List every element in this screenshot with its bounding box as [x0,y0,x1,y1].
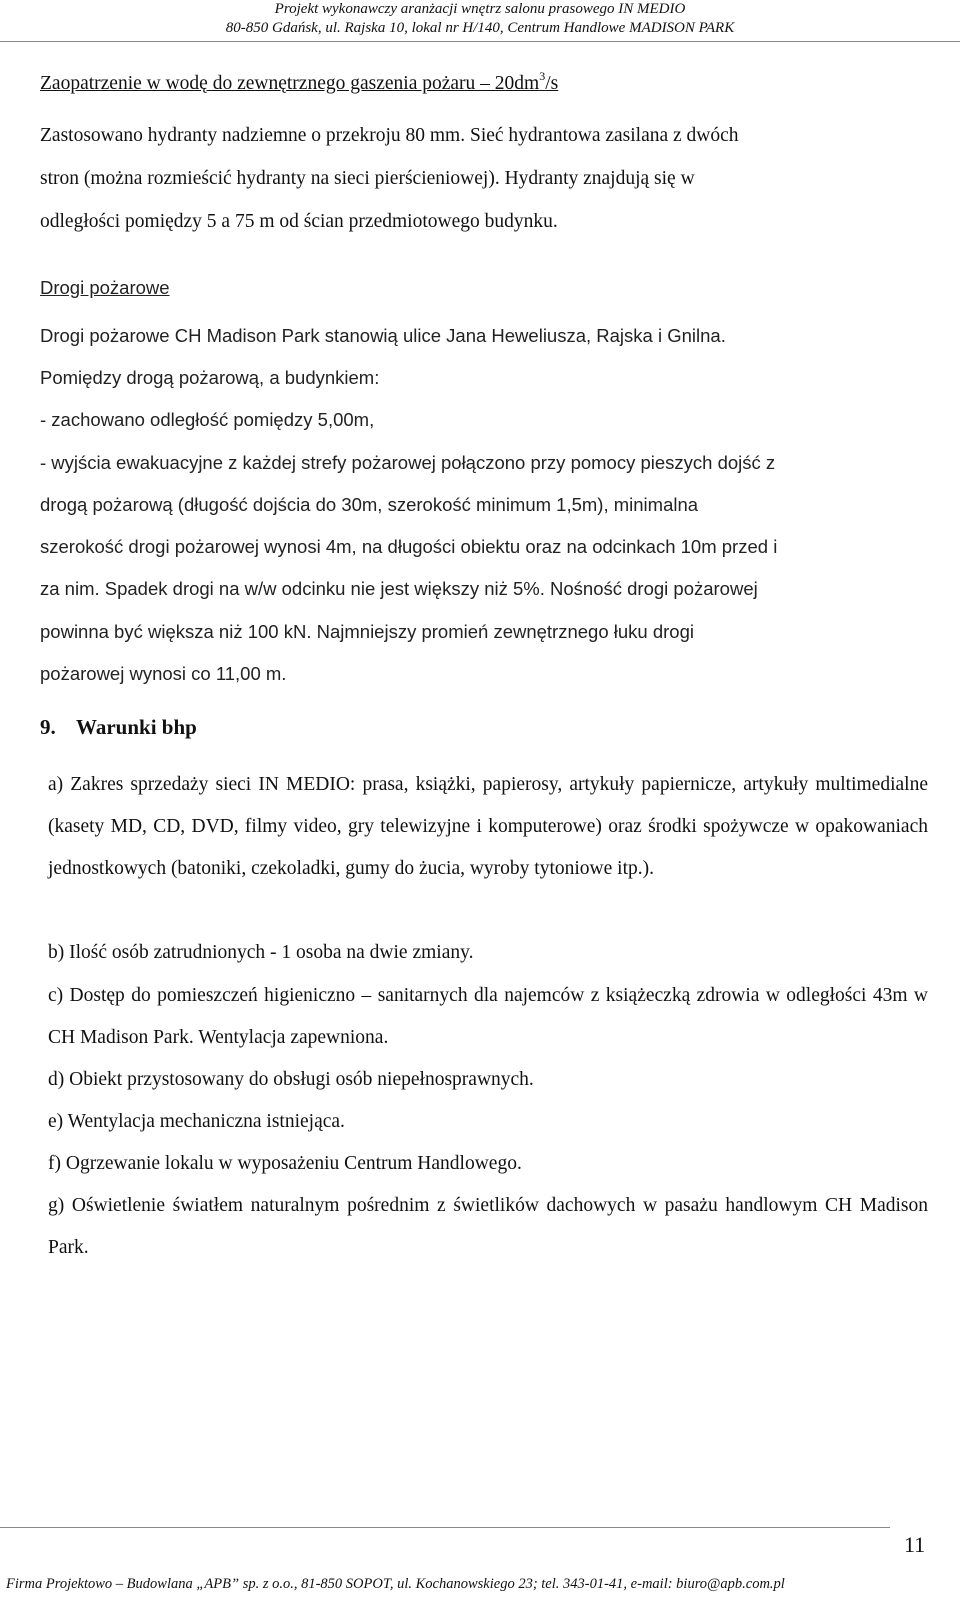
roads-line: pożarowej wynosi co 11,00 m. [40,663,287,684]
water-heading-unit: /s [545,73,559,94]
roads-line: - wyjścia ewakuacyjne z każdej strefy pożarowej połączono przy pomocy pieszych dojść z [40,452,776,473]
bhp-item-d: d) Obiekt przystosowany do obsługi osób niepełnosprawnych. [48,1069,534,1090]
header-project-line: Projekt wykonawczy aranżacji wnętrz salonu prasowego IN MEDIO [274,1,686,17]
bhp-item-g: g) Oświetlenie światłem naturalnym pośrednim z świetlików dachowych w pasażu handlowym CH Madison Park. [48,1195,928,1258]
roads-line: szerokość drogi pożarowej wynosi 4m, na długości obiektu oraz na odcinkach 10m przed i [40,536,778,557]
section-number: 9. [40,715,56,739]
water-line-3: odległości pomiędzy 5 a 75 m od ścian przedmiotowego budynku. [40,211,558,232]
section-9-heading [40,715,197,740]
section-title: Warunki bhp [76,715,197,739]
water-heading-text: Zaopatrzenie w wodę do zewnętrznego gaszenia pożaru – 20dm [40,73,540,94]
roads-line: Pomiędzy drogą pożarową, a budynkiem: [40,367,380,388]
roads-line: drogą pożarową (długość dojścia do 30m, szerokość minimum 1,5m), minimalna [40,494,699,515]
roads-line: Drogi pożarowe CH Madison Park stanowią ulice Jana Heweliusza, Rajska i Gnilna. [40,325,726,346]
footer-divider [0,1527,890,1528]
page-header [0,0,960,38]
water-line-1: Zastosowano hydranty nadziemne o przekroju 80 mm. Sieć hydrantowa zasilana z dwóch [40,125,739,146]
page-number: 11 [904,1532,926,1557]
header-address-line: 80-850 Gdańsk, ul. Rajska 10, lokal nr H/140, Centrum Handlowe MADISON PARK [225,20,735,36]
footer-company: Firma Projektowo – Budowlana „APB” sp. z o.o., 81-850 SOPOT, ul. Kochanowskiego 23; tel. 343-01-41, e-mail: biuro@apb.com.pl [6,1576,785,1592]
roads-line: - zachowano odległość pomiędzy 5,00m, [40,409,375,430]
bhp-item-e: e) Wentylacja mechaniczna istniejąca. [48,1111,345,1132]
water-line-2: stron (można rozmieścić hydranty na sieci pierścieniowej). Hydranty znajdują się w [40,168,695,189]
bhp-item-b: b) Ilość osób zatrudnionych - 1 osoba na dwie zmiany. [48,942,474,963]
bhp-item-c: c) Dostęp do pomieszczeń higieniczno – sanitarnych dla najemców z książeczką zdrowia w odległości 43m w CH Madison Park. Wentylacja zapewniona. [48,985,928,1048]
water-heading-superscript: 3 [539,69,546,83]
bhp-item-f: f) Ogrzewanie lokalu w wyposażeniu Centrum Handlowego. [48,1153,522,1174]
roads-line: za nim. Spadek drogi na w/w odcinku nie jest większy niż 5%. Nośność drogi pożarowej [40,578,758,599]
header-divider [0,41,960,42]
bhp-item-a: a) Zakres sprzedaży sieci IN MEDIO: prasa, książki, papierosy, artykuły papiernicze, artykuły multimedialne (kasety MD, CD, DVD, filmy video, gry telewizyjne i komputerowe) oraz środki spożywcze w opakowaniach jednostkowych (batoniki, czekoladki, gumy do żucia, wyroby tytoniowe itp.). [48,774,928,879]
roads-line: powinna być większa niż 100 kN. Najmniejszy promień zewnętrznego łuku drogi [40,621,694,642]
roads-heading: Drogi pożarowe [40,277,170,298]
water-heading [40,62,925,105]
